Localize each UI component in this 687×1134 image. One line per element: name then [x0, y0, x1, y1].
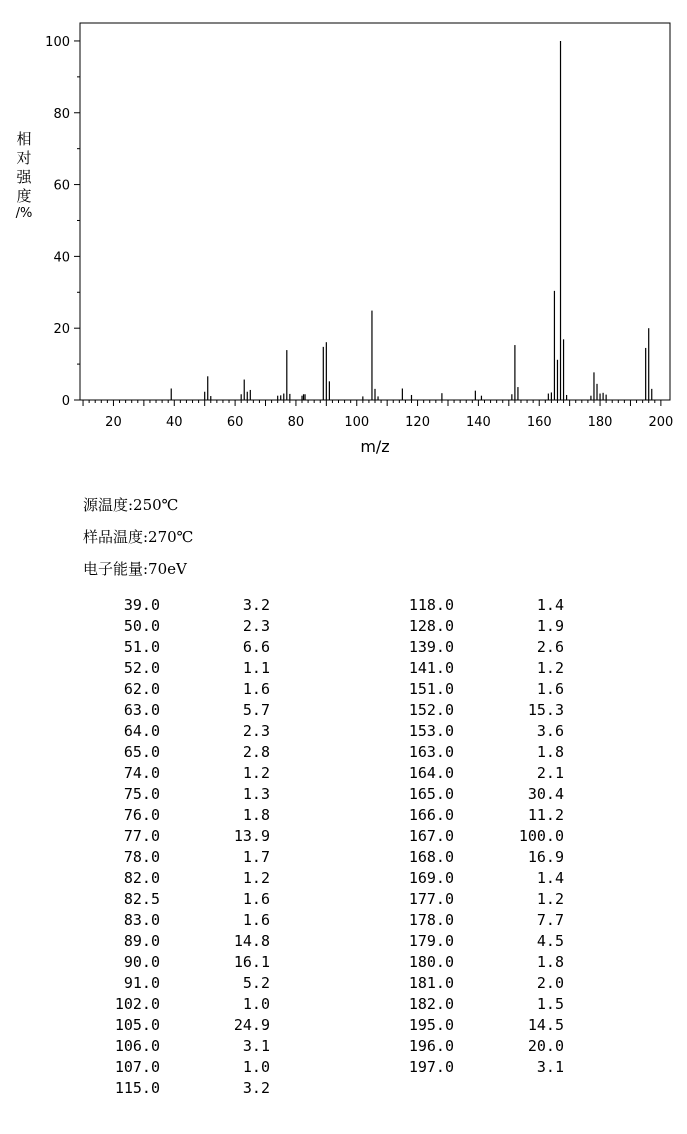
- peak-mz: 169.0: [408, 869, 454, 887]
- peak-intensity: 16.1: [233, 953, 270, 971]
- peak-row: [83, 784, 270, 805]
- peak-mz: 75.0: [123, 785, 160, 803]
- peak-intensity: 1.2: [536, 659, 564, 677]
- peak-row: [83, 637, 270, 658]
- peak-mz: 167.0: [408, 827, 454, 845]
- x-tick-label: 40: [166, 415, 183, 430]
- y-tick-label: 0: [61, 394, 70, 409]
- peak-row: [377, 763, 564, 784]
- peak-mz: 151.0: [408, 680, 454, 698]
- peak-mz: 180.0: [408, 953, 454, 971]
- peak-mz: 164.0: [408, 764, 454, 782]
- peak-intensity: 1.3: [242, 785, 270, 803]
- peak-mz: 82.5: [123, 890, 160, 908]
- peak-intensity: 1.0: [242, 1058, 270, 1076]
- peak-row: [83, 994, 270, 1015]
- peak-mz: 139.0: [408, 638, 454, 656]
- peak-mz: 182.0: [408, 995, 454, 1013]
- peak-mz: 39.0: [123, 596, 160, 614]
- peak-row: [377, 637, 564, 658]
- peak-mz: 106.0: [114, 1037, 160, 1055]
- y-axis-label-unit: /%: [15, 206, 33, 221]
- x-tick-label: 20: [105, 415, 122, 430]
- peak-intensity: 1.2: [536, 890, 564, 908]
- peak-intensity: 2.3: [242, 617, 270, 635]
- peak-intensity: 100.0: [518, 827, 564, 845]
- peak-intensity: 1.2: [242, 764, 270, 782]
- peak-intensity: 1.8: [242, 806, 270, 824]
- peak-intensity: 14.5: [527, 1016, 564, 1034]
- peak-row: [83, 616, 270, 637]
- peak-intensity: 1.6: [242, 680, 270, 698]
- peak-row: [83, 679, 270, 700]
- peak-mz: 152.0: [408, 701, 454, 719]
- peak-row: [377, 1036, 564, 1057]
- peak-mz: 165.0: [408, 785, 454, 803]
- x-tick-label: 100: [344, 415, 370, 430]
- peak-mz: 105.0: [114, 1016, 160, 1034]
- peak-row: [377, 595, 564, 616]
- y-tick-label: 60: [53, 178, 70, 194]
- peak-intensity: 2.0: [536, 974, 564, 992]
- peak-row: [83, 1057, 270, 1078]
- peak-mz: 107.0: [114, 1058, 160, 1076]
- y-tick-label: 40: [53, 250, 70, 266]
- peak-mz: 89.0: [123, 932, 160, 950]
- peak-mz: 64.0: [123, 722, 160, 740]
- peak-row: [83, 1078, 270, 1099]
- peak-row: [83, 826, 270, 847]
- y-axis-label-char: 对: [16, 149, 32, 167]
- peak-row: [83, 658, 270, 679]
- y-tick-label: 100: [45, 34, 70, 50]
- peak-row: [377, 826, 564, 847]
- peak-mz: 115.0: [114, 1079, 160, 1097]
- peak-intensity: 5.7: [242, 701, 270, 719]
- peak-row: [377, 952, 564, 973]
- peak-row: [83, 700, 270, 721]
- x-tick-label: 140: [465, 415, 491, 430]
- peak-intensity: 3.6: [536, 722, 564, 740]
- peak-intensity: 1.9: [536, 617, 564, 635]
- peak-row: [83, 763, 270, 784]
- y-tick-label: 20: [53, 322, 70, 338]
- peak-row: [377, 931, 564, 952]
- peak-mz: 181.0: [408, 974, 454, 992]
- peak-intensity: 15.3: [527, 701, 564, 719]
- peak-intensity: 5.2: [242, 974, 270, 992]
- peak-intensity: 13.9: [233, 827, 270, 845]
- source-temperature: 源温度:250℃: [83, 496, 179, 514]
- y-axis-ticks: [45, 35, 80, 409]
- peak-list-left: [83, 595, 270, 1099]
- peak-intensity: 30.4: [527, 785, 564, 803]
- peak-intensity: 1.8: [536, 743, 564, 761]
- peak-intensity: 4.5: [536, 932, 564, 950]
- peak-mz: 128.0: [408, 617, 454, 635]
- x-tick-label: 120: [405, 415, 430, 430]
- peak-intensity: 14.8: [233, 932, 270, 950]
- y-axis-label-char: 度: [16, 187, 32, 205]
- peak-mz: 195.0: [408, 1016, 454, 1034]
- peak-mz: 77.0: [123, 827, 160, 845]
- y-tick-label: 80: [53, 106, 70, 122]
- y-axis-label-char: 强: [16, 168, 32, 186]
- peak-intensity: 3.1: [536, 1058, 564, 1076]
- peak-list-right: [377, 595, 564, 1078]
- peak-intensity: 1.6: [242, 890, 270, 908]
- peak-mz: 62.0: [123, 680, 160, 698]
- peak-mz: 74.0: [123, 764, 160, 782]
- peak-mz: 163.0: [408, 743, 454, 761]
- peak-intensity: 3.1: [242, 1037, 270, 1055]
- electron-energy: 电子能量:70eV: [83, 560, 187, 578]
- peak-mz: 179.0: [408, 932, 454, 950]
- peak-mz: 90.0: [123, 953, 160, 971]
- peak-mz: 65.0: [123, 743, 160, 761]
- peak-intensity: 1.5: [536, 995, 564, 1013]
- peak-row: [83, 931, 270, 952]
- plot-frame: [80, 23, 670, 400]
- peak-row: [83, 742, 270, 763]
- peak-row: [83, 868, 270, 889]
- peak-intensity: 2.3: [242, 722, 270, 740]
- peak-mz: 141.0: [408, 659, 454, 677]
- x-axis-label: m/z: [360, 437, 390, 456]
- peak-intensity: 2.8: [242, 743, 270, 761]
- peak-mz: 63.0: [123, 701, 160, 719]
- peak-row: [83, 1036, 270, 1057]
- peak-row: [377, 889, 564, 910]
- x-tick-label: 80: [287, 415, 305, 430]
- peak-intensity: 1.0: [242, 995, 270, 1013]
- peak-intensity: 3.2: [242, 1079, 270, 1097]
- peak-row: [83, 910, 270, 931]
- peak-intensity: 6.6: [242, 638, 270, 656]
- peak-mz: 52.0: [123, 659, 160, 677]
- peak-intensity: 1.4: [536, 869, 564, 887]
- peak-row: [83, 973, 270, 994]
- peak-mz: 82.0: [123, 869, 160, 887]
- peak-mz: 196.0: [408, 1037, 454, 1055]
- peak-intensity: 2.1: [536, 764, 564, 782]
- peak-intensity: 1.4: [536, 596, 564, 614]
- x-tick-label: 60: [226, 415, 244, 430]
- peak-mz: 178.0: [408, 911, 454, 929]
- peak-row: [377, 805, 564, 826]
- peak-row: [377, 1057, 564, 1078]
- peak-mz: 51.0: [123, 638, 160, 656]
- peak-intensity: 1.7: [242, 848, 270, 866]
- peak-intensity: 16.9: [527, 848, 564, 866]
- peak-row: [83, 889, 270, 910]
- x-tick-label: 160: [526, 415, 552, 430]
- peak-row: [377, 742, 564, 763]
- peak-row: [377, 910, 564, 931]
- peak-mz: 177.0: [408, 890, 454, 908]
- y-axis-label-char: 相: [16, 130, 32, 148]
- sample-temperature: 样品温度:270℃: [83, 528, 194, 546]
- peak-row: [83, 952, 270, 973]
- peak-row: [377, 784, 564, 805]
- peak-mz: 102.0: [114, 995, 160, 1013]
- peak-mz: 91.0: [123, 974, 160, 992]
- peak-mz: 50.0: [123, 617, 160, 635]
- peak-row: [377, 1015, 564, 1036]
- peak-row: [377, 847, 564, 868]
- peak-intensity: 24.9: [233, 1016, 270, 1034]
- peak-mz: 83.0: [123, 911, 160, 929]
- peak-intensity: 7.7: [536, 911, 564, 929]
- peak-intensity: 1.1: [242, 659, 270, 677]
- peak-row: [83, 595, 270, 616]
- peak-row: [83, 805, 270, 826]
- peak-row: [377, 868, 564, 889]
- peak-row: [377, 994, 564, 1015]
- peak-intensity: 11.2: [527, 806, 564, 824]
- peak-row: [83, 1015, 270, 1036]
- peak-mz: 118.0: [408, 596, 454, 614]
- peak-intensity: 3.2: [242, 596, 270, 614]
- peak-mz: 197.0: [408, 1058, 454, 1076]
- peak-intensity: 1.2: [242, 869, 270, 887]
- spectrum-peaks: [171, 41, 652, 400]
- peak-intensity: 1.6: [242, 911, 270, 929]
- peak-intensity: 2.6: [536, 638, 564, 656]
- peak-mz: 78.0: [123, 848, 160, 866]
- peak-intensity: 1.8: [536, 953, 564, 971]
- x-axis-ticks: [83, 400, 673, 430]
- peak-row: [377, 679, 564, 700]
- peak-intensity: 20.0: [527, 1037, 564, 1055]
- peak-row: [377, 973, 564, 994]
- y-axis-label: [14, 130, 34, 206]
- peak-mz: 153.0: [408, 722, 454, 740]
- x-tick-label: 200: [648, 415, 674, 430]
- peak-mz: 76.0: [123, 806, 160, 824]
- peak-row: [377, 616, 564, 637]
- peak-row: [83, 721, 270, 742]
- peak-row: [83, 847, 270, 868]
- peak-intensity: 1.6: [536, 680, 564, 698]
- mass-spectrum-chart: [0, 0, 687, 470]
- peak-row: [377, 658, 564, 679]
- peak-row: [377, 721, 564, 742]
- peak-mz: 166.0: [408, 806, 454, 824]
- peak-row: [377, 700, 564, 721]
- peak-mz: 168.0: [408, 848, 454, 866]
- x-tick-label: 180: [587, 415, 613, 430]
